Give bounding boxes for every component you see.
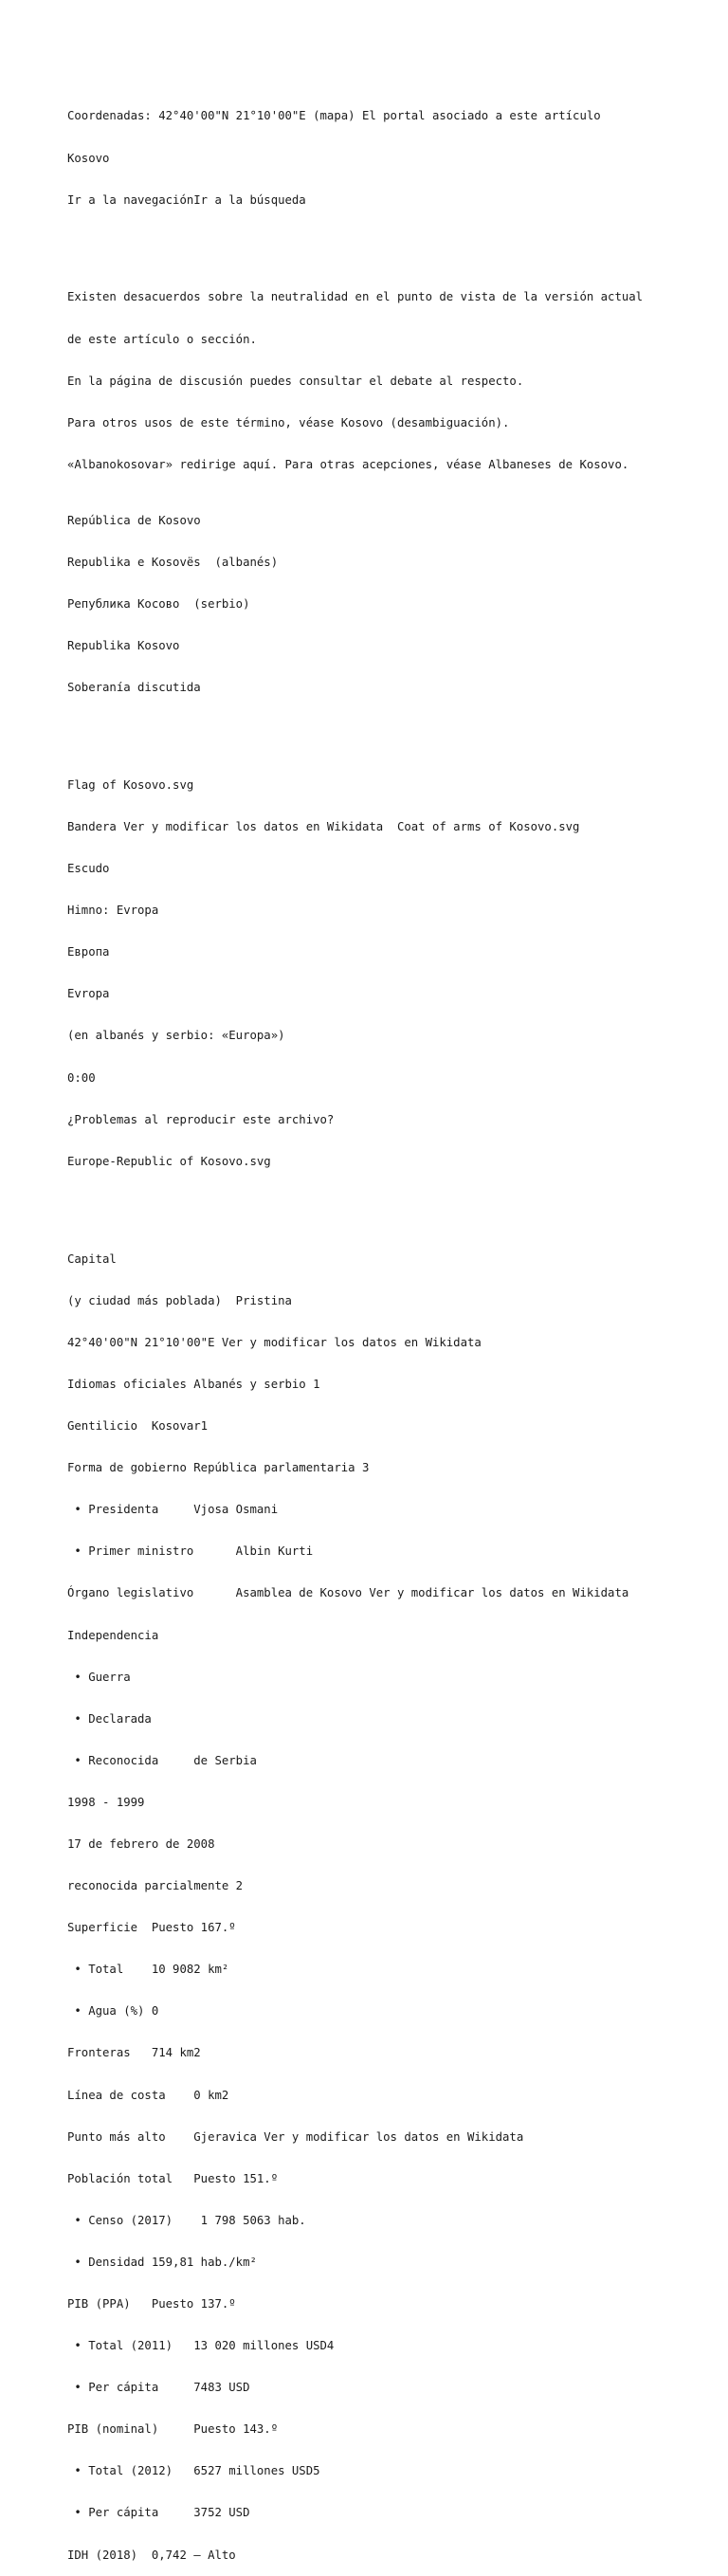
demonym: Gentilicio Kosovar1 (67, 1419, 209, 1434)
gdp-ppp-rank: PIB (PPA) Puesto 137.º (67, 2297, 236, 2311)
population-rank: Población total Puesto 151.º (67, 2171, 279, 2185)
independence-declared: • Declarada (67, 1711, 152, 1726)
capital-label: Capital (67, 1251, 117, 1266)
neutrality-notice: Existen desacuerdos sobre la neutralidad en el punto de vista de la versión actual (67, 290, 644, 304)
independence-war: • Guerra (67, 1670, 131, 1684)
gdp-ppp-total: • Total (2011) 13 020 millones USD4 (67, 2339, 335, 2353)
navigation-links[interactable]: Ir a la navegaciónIr a la búsqueda (67, 192, 306, 207)
war-years: 1998 - 1999 (67, 1795, 145, 1809)
census: • Censo (2017) 1 798 5063 hab. (67, 2213, 306, 2227)
anthem-note: (en albanés y serbio: «Europa») (67, 1029, 285, 1043)
official-name-serbian: Република Косово (serbio) (67, 596, 250, 611)
coastline: Línea de costa 0 km2 (67, 2088, 229, 2102)
official-name-spanish: República de Kosovo (67, 513, 201, 527)
president[interactable]: • Presidenta Vjosa Osmani (67, 1503, 279, 1517)
gdp-nominal-per-capita: • Per cápita 3752 USD (67, 2506, 250, 2520)
water-percent: • Agua (%) 0 (67, 2004, 159, 2019)
gdp-nominal-total: • Total (2012) 6527 millones USD5 (67, 2464, 320, 2478)
spacer (67, 722, 721, 737)
legislature[interactable]: Órgano legislativo Asamblea de Kosovo Ver y modificar los datos en Wikidata (67, 1586, 629, 1600)
audio-time[interactable]: 0:00 (67, 1070, 96, 1085)
independence-recognized: • Reconocida de Serbia (67, 1753, 257, 1767)
area-total: • Total 10 9082 km² (67, 1963, 229, 1977)
disambiguation-notice: Para otros usos de este término, véase Kosovo (desambiguación). (67, 415, 510, 429)
flag-file[interactable]: Flag of Kosovo.svg (67, 777, 194, 792)
borders: Fronteras 714 km2 (67, 2046, 201, 2060)
highest-point[interactable]: Punto más alto Gjeravica Ver y modificar los datos en Wikidata (67, 2129, 524, 2144)
spacer (67, 235, 721, 249)
anthem-title[interactable]: Himno: Evropa (67, 904, 159, 918)
document-body (67, 82, 721, 2576)
neutrality-notice-cont: de este artículo o sección. (67, 332, 257, 346)
spacer (67, 1197, 721, 1211)
official-name-serbian-latin: Republika Kosovo (67, 638, 180, 652)
sovereignty-status: Soberanía discutida (67, 681, 201, 695)
density: • Densidad 159,81 hab./km² (67, 2255, 257, 2269)
audio-help-link[interactable]: ¿Problemas al reproducir este archivo? (67, 1112, 335, 1126)
shield-caption: Escudo (67, 862, 110, 876)
recognition-status: reconocida parcialmente 2 (67, 1879, 244, 1893)
official-languages: Idiomas oficiales Albanés y serbio 1 (67, 1377, 320, 1391)
prime-minister[interactable]: • Primer ministro Albin Kurti (67, 1544, 314, 1559)
flag-caption[interactable]: Bandera Ver y modificar los datos en Wikidata Coat of arms of Kosovo.svg (67, 820, 580, 834)
capital-city[interactable]: (y ciudad más poblada) Pristina (67, 1293, 292, 1307)
anthem-latin: Evropa (67, 987, 110, 1001)
declaration-date: 17 de febrero de 2008 (67, 1836, 215, 1851)
anthem-cyrillic: Европа (67, 945, 110, 959)
gdp-nominal-rank: PIB (nominal) Puesto 143.º (67, 2422, 279, 2437)
anthem-file[interactable]: Europe-Republic of Kosovo.svg (67, 1154, 271, 1168)
hdi: IDH (2018) 0,742 – Alto (67, 2548, 236, 2562)
portal-name[interactable]: Kosovo (67, 151, 110, 165)
area-rank: Superficie Puesto 167.º (67, 1921, 236, 1935)
gdp-ppp-per-capita: • Per cápita 7483 USD (67, 2381, 250, 2395)
capital-coordinates[interactable]: 42°40'00"N 21°10'00"E Ver y modificar los datos en Wikidata (67, 1335, 482, 1349)
government-form: Forma de gobierno República parlamentaria 3 (67, 1461, 370, 1475)
coordinates-line: Coordenadas: 42°40'00"N 21°10'00"E (mapa) El portal asociado a este artículo (67, 109, 601, 123)
independence-label: Independencia (67, 1628, 159, 1642)
discussion-notice: En la página de discusión puedes consultar el debate al respecto. (67, 374, 524, 388)
official-name-albanian: Republika e Kosovës (albanés) (67, 555, 279, 569)
redirect-notice: «Albanokosovar» redirige aquí. Para otras acepciones, véase Albaneses de Kosovo. (67, 457, 629, 471)
